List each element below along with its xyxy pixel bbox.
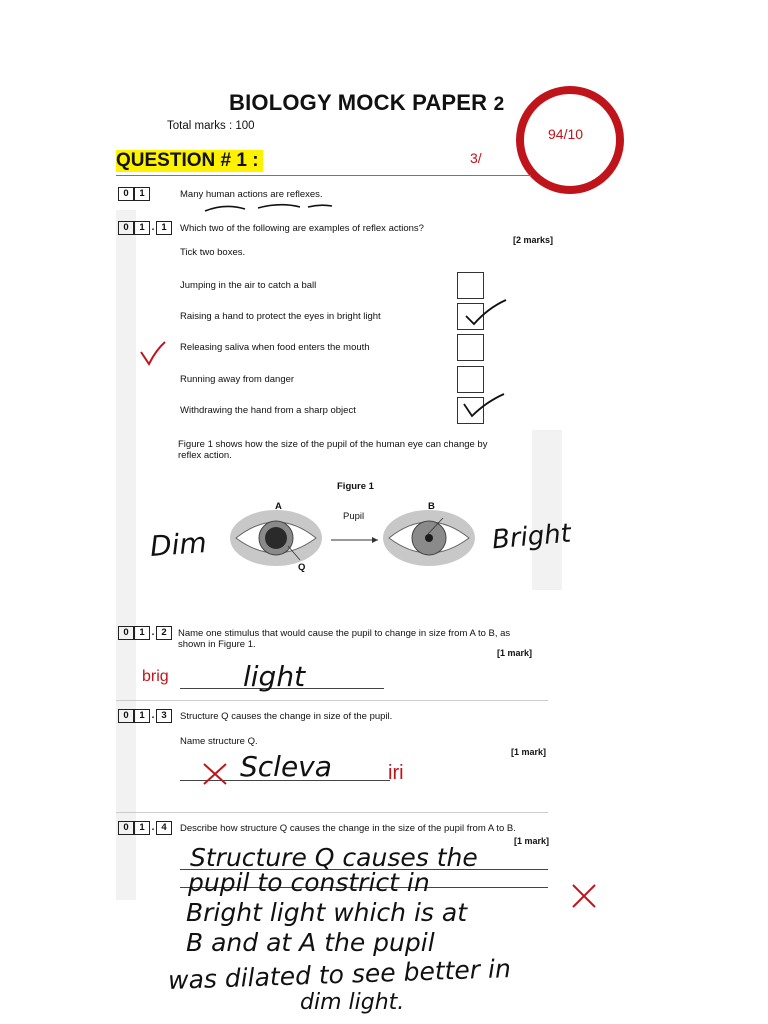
score-text: 94/10 xyxy=(548,126,584,142)
paper-title-text: BIOLOGY MOCK PAPER xyxy=(229,90,488,115)
code-digit: 0 xyxy=(118,187,134,201)
scan-shadow xyxy=(532,430,562,590)
figure-label-q: Q xyxy=(298,562,306,573)
q011-marks: [2 marks] xyxy=(513,235,554,245)
q013-marks: [1 mark] xyxy=(511,747,547,757)
handwritten-bright: Bright xyxy=(490,518,573,556)
option-label: Running away from danger xyxy=(180,374,295,385)
scan-shadow xyxy=(116,210,136,900)
handwritten-tick-icon xyxy=(460,390,510,424)
question-code-01-2 xyxy=(118,626,172,640)
figure-intro: Figure 1 shows how the size of the pupil of the human eye can change by reflex action. xyxy=(178,439,488,461)
handwritten-answer: Scleva xyxy=(240,750,332,783)
handwritten-answer-line: was dilated to see better in xyxy=(167,954,512,995)
code-digit: 0 xyxy=(118,221,134,235)
code-dot: . xyxy=(151,822,155,833)
handwritten-answer-line: B and at A the pupil xyxy=(186,928,435,957)
option-label: Withdrawing the hand from a sharp object xyxy=(180,405,356,416)
handwritten-answer-line: dim light. xyxy=(300,990,405,1015)
code-digit: 1 xyxy=(134,709,150,723)
handwritten-tick-icon xyxy=(460,296,510,330)
q012-marks: [1 mark] xyxy=(497,648,533,658)
handwritten-underline xyxy=(200,199,340,217)
red-cross-icon xyxy=(570,882,598,910)
option-checkbox[interactable] xyxy=(457,366,484,393)
option-checkbox[interactable] xyxy=(457,334,484,361)
code-dot: . xyxy=(151,627,155,638)
code-digit: 1 xyxy=(134,626,150,640)
code-digit: 2 xyxy=(156,626,172,640)
question-partial-mark: 3/ xyxy=(470,150,482,166)
total-marks: Total marks : 100 xyxy=(167,120,255,132)
option-label: Raising a hand to protect the eyes in bright light xyxy=(180,311,381,322)
code-digit: 1 xyxy=(134,821,150,835)
option-checkbox[interactable] xyxy=(457,272,484,299)
code-digit: 1 xyxy=(134,187,150,201)
code-dot: . xyxy=(151,710,155,721)
question-code-01-4 xyxy=(118,821,172,835)
handwritten-answer: light xyxy=(243,660,306,693)
code-digit: 1 xyxy=(156,221,172,235)
figure-eyes xyxy=(228,498,488,576)
code-digit: 0 xyxy=(118,709,134,723)
q013-text: Structure Q causes the change in size of the pupil. xyxy=(180,711,393,722)
question-heading: QUESTION # 1 : xyxy=(116,150,263,172)
figure-label-pupil: Pupil xyxy=(343,511,365,522)
code-digit: 1 xyxy=(134,221,150,235)
section-divider xyxy=(116,700,548,701)
code-digit: 3 xyxy=(156,709,172,723)
code-digit: 0 xyxy=(118,821,134,835)
option-label: Jumping in the air to catch a ball xyxy=(180,280,317,291)
question-underline xyxy=(116,175,531,176)
handwritten-dim: Dim xyxy=(148,526,208,563)
q011-instruction: Tick two boxes. xyxy=(180,247,246,258)
figure-caption: Figure 1 xyxy=(337,481,374,492)
question-code-01-3 xyxy=(118,709,172,723)
code-digit: 0 xyxy=(118,626,134,640)
code-dot: . xyxy=(151,222,155,233)
q014-text: Describe how structure Q causes the change in the size of the pupil from A to B. xyxy=(180,823,516,834)
handwritten-answer-line: Bright light which is at xyxy=(186,898,468,927)
teacher-note: iri xyxy=(388,762,404,784)
option-label: Releasing saliva when food enters the mouth xyxy=(180,342,370,353)
question-code-01-1 xyxy=(118,221,172,235)
handwritten-answer-line: Structure Q causes the xyxy=(190,843,478,872)
teacher-note: brig xyxy=(142,668,169,685)
figure-label-b: B xyxy=(428,501,435,512)
figure-label-a: A xyxy=(275,501,282,512)
q012-text: Name one stimulus that would cause the pupil to change in size from A to B, as shown in Figure 1. xyxy=(178,628,511,650)
paper-title xyxy=(229,90,504,116)
red-cross-icon xyxy=(200,760,230,788)
q014-marks: [1 mark] xyxy=(514,836,550,846)
section-divider xyxy=(116,812,548,813)
question-code-01 xyxy=(118,187,150,201)
q013-instruction: Name structure Q. xyxy=(180,736,258,747)
red-tick-icon xyxy=(138,340,168,368)
handwritten-answer-line: pupil to constrict in xyxy=(188,868,430,897)
code-digit: 4 xyxy=(156,821,172,835)
q011-text: Which two of the following are examples of reflex actions? xyxy=(180,223,424,234)
paper-title-number: 2 xyxy=(493,94,505,115)
q01-text: Many human actions are reflexes. xyxy=(180,189,323,200)
